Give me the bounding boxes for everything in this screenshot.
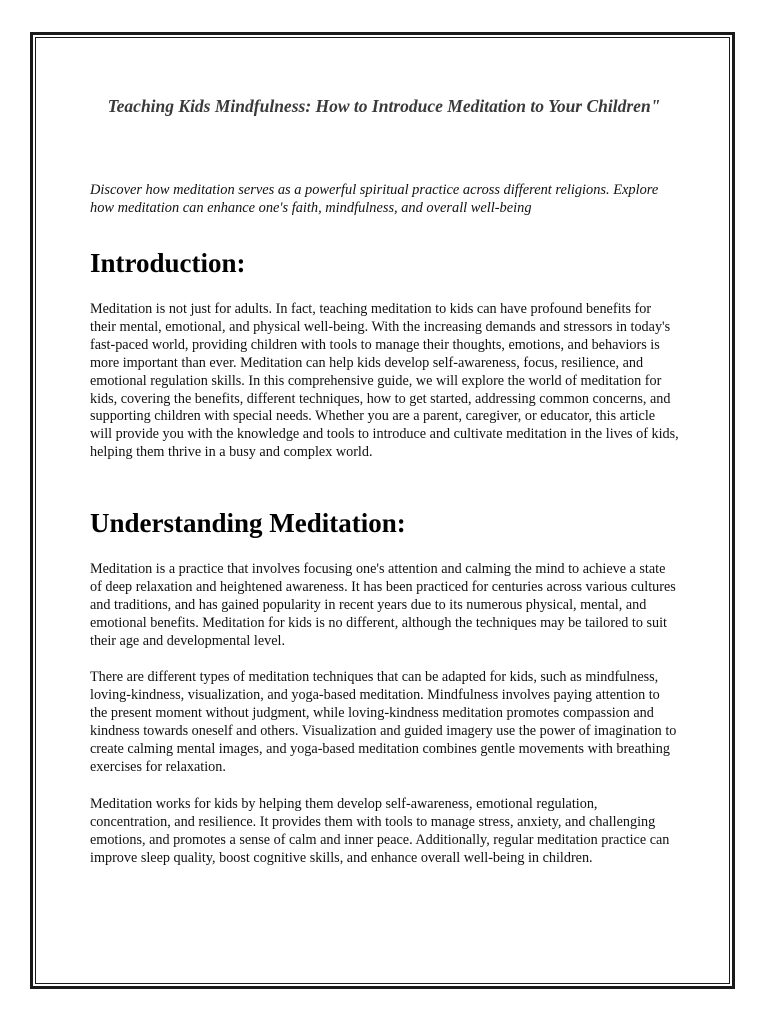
section-heading-introduction: Introduction: [90, 248, 246, 278]
understanding-paragraph-2: There are different types of meditation techniques that can be adapted for kids, such as mindfulness, loving-kindness, visualization, and yoga-based meditation. Mindfulness involves paying attention to the present moment without judgment, while loving-kindness meditation promotes compassion and kindness towards oneself and others. Visualization and guided imagery use the power of imagination to create calming mental images, and yoga-based meditation combines gentle movements with breathing exercises for relaxation. [90, 669, 677, 775]
document-subtitle: Discover how meditation serves as a powerful spiritual practice across different religions. Explore how meditation can enhance one's faith, mindfulness, and overall well-being [90, 182, 659, 216]
understanding-paragraph-1: Meditation is a practice that involves focusing one's attention and calming the mind to achieve a state of deep relaxation and heightened awareness. It has been practiced for centuries across various cultures and traditions, and has gained popularity in recent years due to its numerous physical, mental, and emotional benefits. Meditation for kids is no different, although the techniques may be tailored to suit their age and developmental level. [90, 561, 676, 649]
understanding-paragraph-3: Meditation works for kids by helping them develop self-awareness, emotional regulation, concentration, and resilience. It provides them with tools to manage stress, anxiety, and challenging emotions, and promotes a sense of calm and inner peace. Additionally, regular meditation practice can improve sleep quality, boost cognitive skills, and enhance overall well-being in children. [90, 796, 670, 866]
section-heading-understanding-meditation: Understanding Meditation: [90, 508, 406, 538]
document-title: Teaching Kids Mindfulness: How to Introduce Meditation to Your Children" [107, 96, 661, 116]
introduction-paragraph: Meditation is not just for adults. In fact, teaching meditation to kids can have profound benefits for their mental, emotional, and physical well-being. With the increasing demands and stressors in today's fast-paced world, providing children with tools to manage their thoughts, emotions, and behaviors is more important than ever. Meditation can help kids develop self-awareness, focus, resilience, and emotional regulation skills. In this comprehensive guide, we will explore the world of meditation for kids, covering the benefits, different techniques, how to get started, addressing common concerns, and supporting children with special needs. Whether you are a parent, caregiver, or educator, this article will provide you with the knowledge and tools to introduce and cultivate meditation in the lives of kids, helping them thrive in a busy and complex world. [90, 301, 679, 461]
